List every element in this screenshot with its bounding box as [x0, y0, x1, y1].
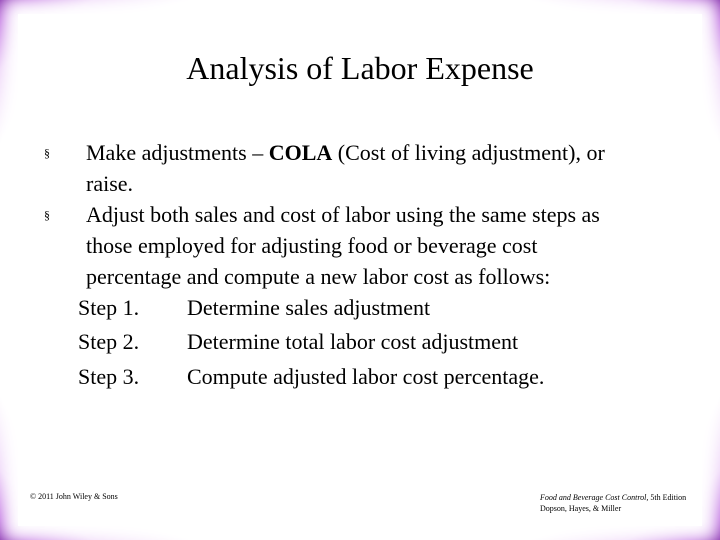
footer-authors: Dopson, Hayes, & Miller — [540, 504, 622, 513]
step-2-text: Determine total labor cost adjustment — [187, 329, 519, 354]
footer-book-title: Food and Beverage Cost Control, — [540, 493, 649, 502]
bullet-2-line1: Adjust both sales and cost of labor using the same steps as — [86, 202, 600, 227]
bullet-1-prefix: Make adjustments – — [86, 140, 269, 165]
step-3-text: Compute adjusted labor cost percentage. — [187, 364, 545, 389]
step-2-label: Step 2. — [78, 329, 140, 354]
bullet-1-line2: raise. — [86, 171, 134, 196]
bullet-marker-1: § — [44, 146, 50, 160]
footer-edition: 5th Edition — [648, 493, 687, 502]
bullet-1-bold: COLA — [268, 140, 333, 165]
slide-title: Analysis of Labor Expense — [186, 50, 534, 86]
footer-copyright: © 2011 John Wiley & Sons — [30, 492, 118, 501]
footer-book-info — [540, 492, 686, 514]
bullet-1-text — [86, 137, 676, 199]
bullet-2-line2: those employed for adjusting food or beverage cost — [86, 233, 538, 258]
step-1-text: Determine sales adjustment — [187, 295, 431, 320]
step-3-label: Step 3. — [78, 364, 140, 389]
bullet-marker-2: § — [44, 208, 50, 222]
bullet-2-line3: percentage and compute a new labor cost as follows: — [86, 264, 551, 289]
bullet-2-text — [86, 199, 676, 292]
bullet-1-suffix: (Cost of living adjustment), or — [332, 140, 605, 165]
step-1-label: Step 1. — [78, 295, 140, 320]
